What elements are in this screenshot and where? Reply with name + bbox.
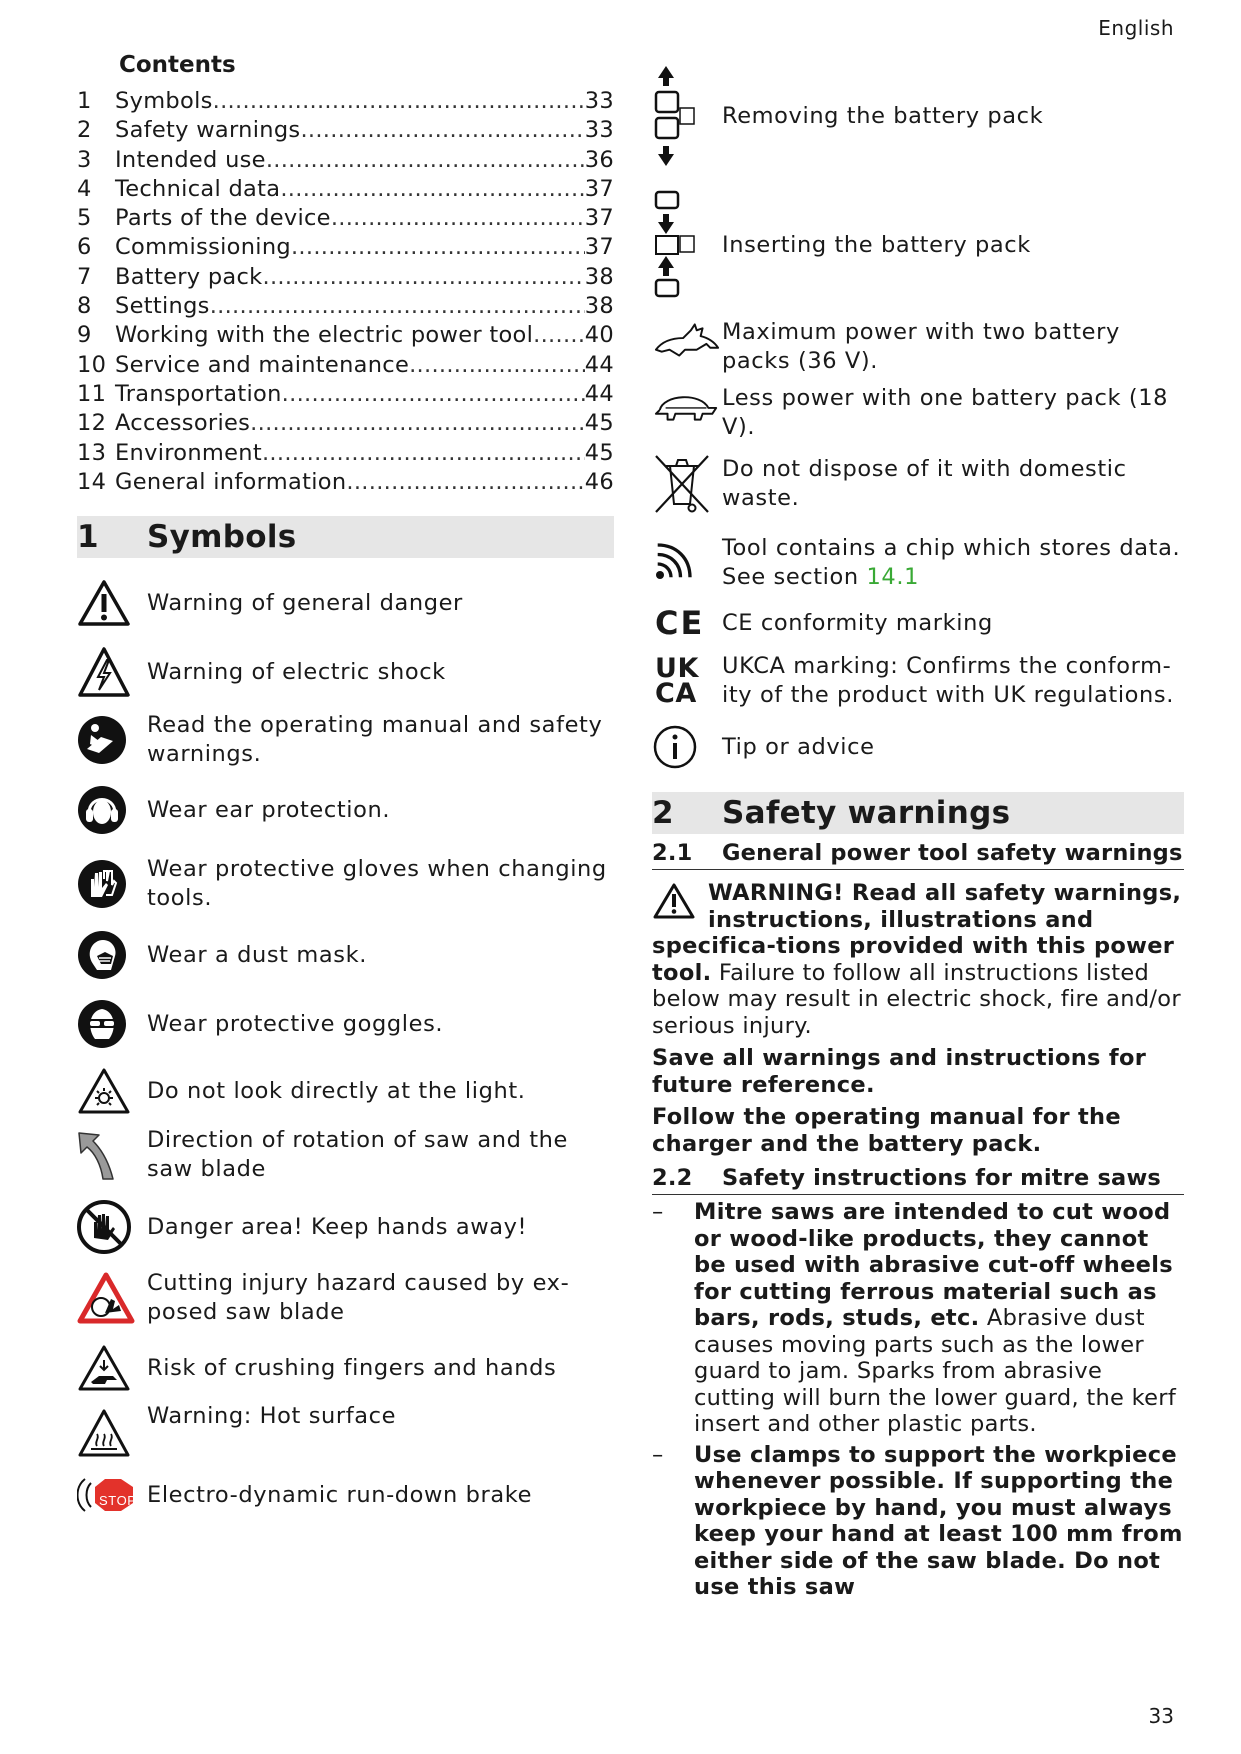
symbol-text: Wear protective gloves when changing tools.: [147, 856, 607, 912]
symbol-text: CE conformity marking: [722, 609, 993, 636]
symbol-text: Do not look directly at the light.: [147, 1077, 526, 1104]
toc-leader-dots: [250, 410, 585, 436]
list-item-text: Abrasive dust causes moving parts such as the lower guard to jam. Sparks from abrasive cutting will burn the lower guard, the kerf insert and other plastic parts.: [694, 1305, 1177, 1437]
toc-page-number: 38: [584, 293, 614, 320]
section-2-heading: [652, 792, 1184, 834]
toc-number: 6: [77, 234, 92, 261]
read-manual-icon: [77, 715, 127, 765]
section-link[interactable]: 14.1: [866, 564, 920, 590]
toc-row[interactable]: [77, 117, 614, 146]
right-column: [652, 62, 1184, 1601]
toc-row[interactable]: [77, 147, 614, 176]
toc-label: Battery pack: [115, 263, 263, 290]
toc-leader-dots: [210, 293, 585, 319]
toc-page-number: 36: [584, 146, 614, 173]
symbol-row: [77, 574, 614, 632]
hare-icon: [652, 320, 722, 360]
battery-insert-icon: [652, 190, 702, 300]
toc-label: Intended use: [115, 146, 266, 173]
warning-triangle-icon: [77, 579, 131, 627]
cutting-injury-icon: [77, 1271, 135, 1325]
symbol-row: [77, 1066, 614, 1116]
ce-mark-icon: CE: [655, 603, 705, 642]
symbol-row: [77, 1472, 614, 1518]
toc-label: Symbols: [115, 88, 213, 114]
symbol-row: [77, 639, 614, 705]
toc-label: Accessories: [115, 410, 251, 437]
subsection-title: Safety instructions for mitre saws: [722, 1165, 1162, 1191]
toc-row[interactable]: [77, 234, 614, 263]
table-of-contents: [77, 88, 614, 498]
weee-bin-icon: [652, 452, 712, 516]
hands-away-icon: [77, 1200, 131, 1254]
toc-leader-dots: [280, 176, 584, 202]
toc-page-number: 45: [584, 439, 614, 466]
light-warning-icon: [77, 1067, 131, 1115]
section-title: Symbols: [147, 519, 297, 556]
tortoise-icon: [652, 386, 722, 426]
toc-label: Environment: [115, 439, 262, 466]
toc-label: Settings: [115, 293, 210, 320]
subsection-2-1-heading: [652, 840, 1184, 870]
left-column: [77, 52, 614, 1518]
symbol-row: [77, 1402, 614, 1458]
contents-title: Contents: [119, 52, 236, 78]
symbol-text: Less power with one battery pack (18 V).: [722, 385, 1169, 440]
symbol-text: Danger area! Keep hands away!: [147, 1213, 528, 1240]
toc-number: 12: [77, 410, 107, 437]
toc-number: 9: [77, 322, 92, 349]
info-icon: [652, 724, 698, 770]
toc-page-number: 37: [584, 175, 614, 202]
section-number: 1: [77, 519, 99, 556]
symbol-text: Wear a dust mask.: [147, 941, 367, 968]
language-label: English: [1098, 16, 1174, 40]
symbol-text: Cutting injury hazard caused by ex-posed saw blade: [147, 1270, 570, 1326]
toc-number: 10: [77, 351, 107, 378]
subsection-number: 2.1: [652, 840, 693, 866]
toc-leader-dots: [266, 147, 585, 173]
stop-label: STOP: [99, 1493, 137, 1509]
page-number: 33: [1148, 1704, 1174, 1728]
symbol-text: Electro-dynamic run-down brake: [147, 1481, 533, 1508]
toc-number: 14: [77, 468, 107, 495]
save-instructions: Save all warnings and instructions for future reference.: [652, 1045, 1147, 1098]
symbol-text: Wear protective goggles.: [147, 1010, 444, 1037]
toc-label: Service and maintenance: [115, 351, 410, 378]
toc-number: 5: [77, 205, 92, 232]
section-1-heading: [77, 516, 614, 558]
symbol-text: Do not dispose of it with domestic waste.: [722, 456, 1127, 511]
hot-surface-icon: [77, 1408, 131, 1458]
section-title: Safety warnings: [722, 795, 1011, 831]
toc-label: Working with the electric power tool: [115, 322, 534, 349]
toc-page-number: 33: [584, 117, 614, 144]
toc-row[interactable]: [77, 440, 614, 469]
symbol-text: Maximum power with two battery packs (36 V).: [722, 319, 1120, 374]
electric-shock-icon: [77, 646, 131, 698]
toc-leader-dots: [263, 264, 585, 290]
symbol-text: Warning: Hot surface: [147, 1403, 397, 1430]
toc-page-number: 44: [584, 380, 614, 407]
symbol-row: [652, 450, 1184, 518]
toc-page-number: 33: [584, 88, 614, 114]
symbol-row: [77, 781, 614, 839]
crushing-icon: [77, 1344, 131, 1392]
toc-leader-dots: [213, 88, 585, 114]
symbol-text-ref: See section: [722, 564, 867, 590]
toc-row[interactable]: [77, 381, 614, 410]
symbol-row: [77, 927, 614, 983]
toc-row[interactable]: [77, 322, 614, 351]
symbol-text: Tool contains a chip which stores data.: [722, 535, 1181, 561]
toc-number: 11: [77, 380, 107, 407]
symbol-row: [77, 1127, 614, 1183]
symbol-row: [77, 853, 614, 915]
toc-leader-dots: [409, 352, 585, 378]
symbol-text: Warning of electric shock: [147, 658, 446, 685]
toc-leader-dots: [346, 469, 584, 495]
symbol-text: Risk of crushing fingers and hands: [147, 1354, 557, 1381]
symbol-row: [652, 602, 1184, 644]
toc-leader-dots: [282, 381, 585, 407]
list-item: [652, 1442, 1184, 1601]
toc-number: 4: [77, 175, 92, 202]
toc-row[interactable]: [77, 293, 614, 322]
toc-row[interactable]: [77, 205, 614, 234]
toc-leader-dots: [300, 117, 584, 143]
list-item-bold: Use clamps to support the workpiece whenever possible. If supporting the workpiece by hand, you must always keep your hand at least 100 mm from either side of the saw blade. Do not use this saw: [694, 1441, 1183, 1600]
toc-leader-dots: [533, 322, 585, 348]
rotation-arrow-icon: [77, 1129, 121, 1181]
toc-number: 1: [77, 88, 92, 114]
toc-page-number: 37: [584, 205, 614, 232]
toc-label: Commissioning: [115, 234, 291, 261]
warning-paragraph: [652, 880, 1184, 1039]
symbol-row: [652, 534, 1184, 592]
toc-number: 2: [77, 117, 92, 144]
toc-number: 8: [77, 293, 92, 320]
ear-protection-icon: [77, 785, 127, 835]
toc-label: General information: [115, 468, 347, 495]
toc-label: Technical data: [115, 175, 281, 202]
symbol-text: Direction of rotation of saw and the saw blade: [147, 1127, 568, 1183]
list-dash: –: [652, 1199, 664, 1225]
toc-row[interactable]: [77, 88, 614, 117]
subsection-number: 2.2: [652, 1165, 693, 1191]
toc-row[interactable]: [77, 469, 614, 498]
section-number: 2: [652, 795, 674, 831]
symbol-row: [77, 1267, 614, 1329]
list-item: [652, 1199, 1184, 1438]
toc-page-number: 37: [584, 234, 614, 261]
ukca-mark-line-2: CA: [655, 678, 697, 709]
toc-leader-dots: [331, 205, 585, 231]
symbol-row: [652, 722, 1184, 772]
symbols-list: [77, 574, 614, 1518]
rfid-chip-icon: [652, 543, 694, 583]
ukca-mark-line-1: UK: [655, 653, 700, 684]
symbol-text: UKCA marking: Confirms the conform-ity of the product with UK regulations.: [722, 653, 1174, 708]
toc-number: 7: [77, 263, 92, 290]
symbol-row: [77, 996, 614, 1052]
toc-row[interactable]: [77, 264, 614, 293]
toc-leader-dots: [291, 234, 585, 260]
warning-bold-text: WARNING! Read all safety warnings, instructions, illustrations and specifica-tions provided with this power tool.: [652, 880, 1182, 986]
warning-triangle-icon: [652, 882, 696, 920]
dust-mask-icon: [77, 930, 127, 980]
subsection-2-2-heading: [652, 1165, 1184, 1195]
toc-page-number: 40: [584, 322, 614, 349]
subsection-title: General power tool safety warnings: [722, 840, 1183, 866]
symbol-text: Warning of general danger: [147, 589, 463, 616]
toc-label: Safety warnings: [115, 117, 301, 144]
list-item-bold: Mitre saws are intended to cut wood or wood-like products, they cannot be used with abrasive cut-off wheels for cutting ferrous material such as bars, rods, studs, etc.: [694, 1199, 1173, 1331]
symbol-row: [652, 384, 1184, 446]
gloves-icon: [77, 859, 127, 909]
toc-label: Parts of the device: [115, 205, 331, 232]
toc-row[interactable]: [77, 410, 614, 439]
symbol-text: Removing the battery pack: [722, 102, 1044, 129]
toc-page-number: 38: [584, 263, 614, 290]
symbol-row: [652, 318, 1184, 380]
toc-leader-dots: [262, 440, 585, 466]
symbol-row: [77, 1342, 614, 1394]
symbol-row: [652, 650, 1184, 712]
battery-remove-icon: [652, 64, 702, 168]
goggles-icon: [77, 999, 127, 1049]
toc-page-number: 44: [584, 351, 614, 378]
symbol-row: [652, 62, 1184, 170]
toc-page-number: 46: [584, 468, 614, 495]
symbol-text: Read the operating manual and safety warnings.: [147, 712, 603, 768]
toc-number: 13: [77, 439, 107, 466]
list-dash: –: [652, 1441, 664, 1468]
warning-body-text: Failure to follow all instructions listed below may result in electric shock, fire and/or serious injury.: [652, 959, 1181, 1039]
symbol-row: [77, 709, 614, 771]
symbol-row: [652, 186, 1184, 304]
toc-number: 3: [77, 146, 92, 173]
toc-page-number: 45: [584, 410, 614, 437]
toc-label: Transportation: [115, 380, 282, 407]
symbol-text: Tip or advice: [722, 733, 875, 760]
toc-row[interactable]: [77, 352, 614, 381]
ukca-mark-icon: [655, 653, 700, 709]
follow-manual: Follow the operating manual for the charger and the battery pack.: [652, 1104, 1121, 1157]
symbol-text: Wear ear protection.: [147, 796, 391, 823]
symbol-row: [77, 1197, 614, 1257]
toc-row[interactable]: [77, 176, 614, 205]
symbol-text: Inserting the battery pack: [722, 231, 1031, 258]
